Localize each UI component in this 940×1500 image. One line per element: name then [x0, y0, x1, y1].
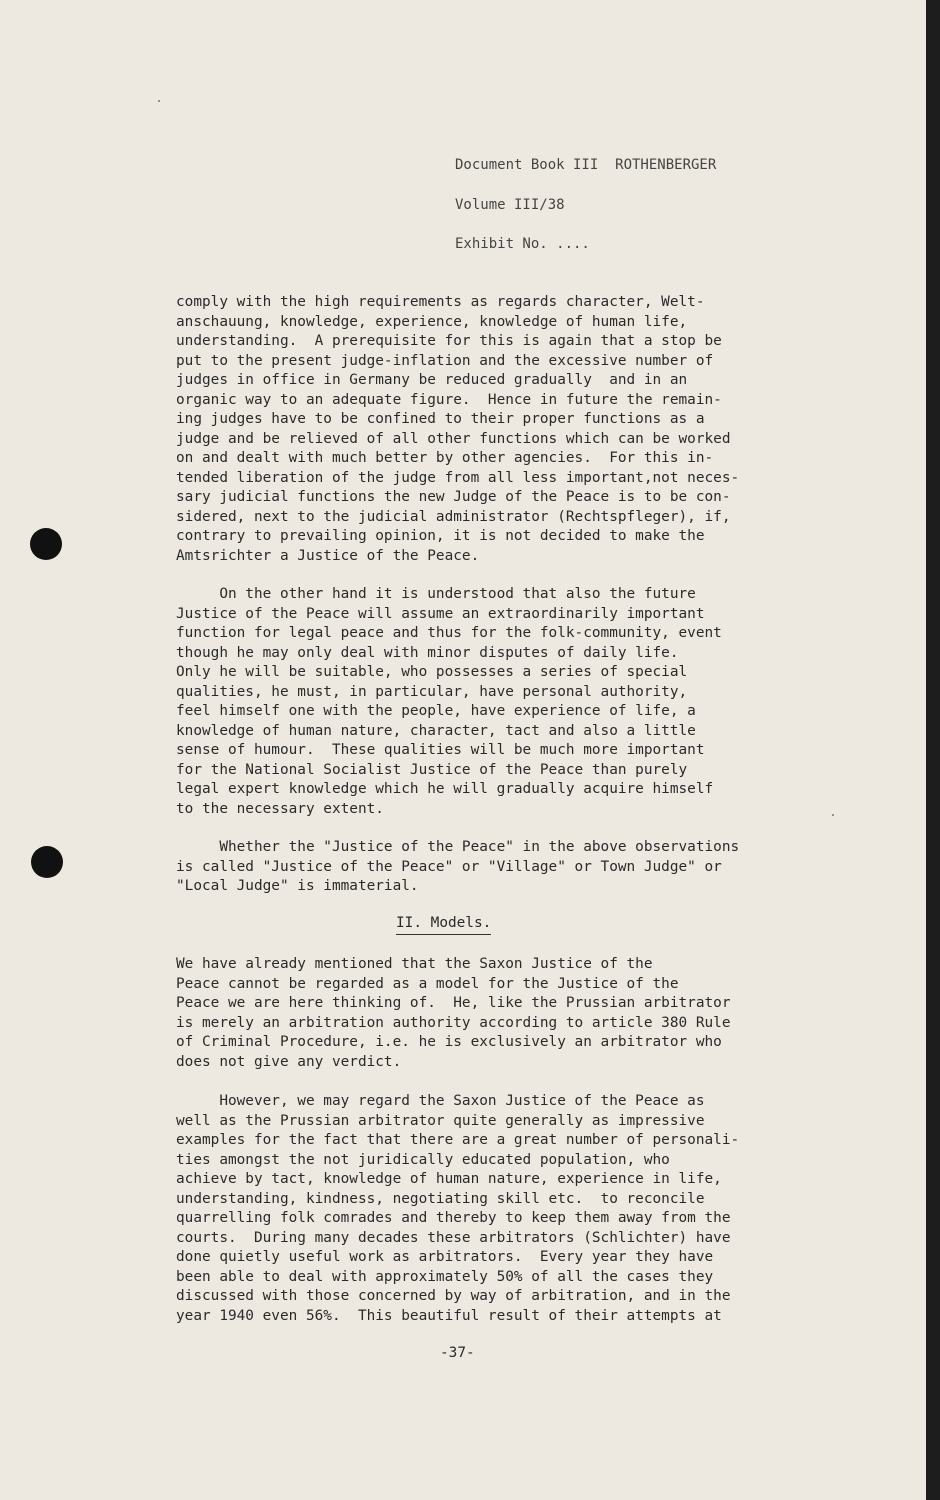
text-line: to the necessary extent. [176, 800, 384, 817]
text-line: achieve by tact, knowledge of human nature, experience in life, [176, 1171, 722, 1187]
text-line: tended liberation of the judge from all less important,not neces- [176, 469, 740, 486]
text-line: judge and be relieved of all other functions which can be worked [176, 430, 731, 447]
text-line: put to the present judge-inflation and the excessive number of [176, 352, 714, 369]
section-heading: II. Models. [396, 915, 491, 935]
text-line: function for legal peace and thus for the folk-community, event [176, 625, 722, 641]
text-line: understanding. A prerequisite for this is again that a stop be [176, 333, 722, 349]
text-line: Only he will be suitable, who possesses a series of special [176, 664, 688, 680]
paragraph-1 [176, 293, 816, 566]
text-line: examples for the fact that there are a great number of personali- [176, 1132, 740, 1148]
text-line: courts. During many decades these arbitrators (Schlichter) have [176, 1229, 731, 1246]
text-line: does not give any verdict. [176, 1053, 402, 1070]
text-line: is called "Justice of the Peace" or "Village" or Town Judge" or [176, 858, 722, 875]
text-line: of Criminal Procedure, i.e. he is exclusively an arbitrator who [176, 1034, 722, 1050]
exhibit-label: Exhibit No. .... [455, 236, 590, 252]
text-line: sary judicial functions the new Judge of the Peace is to be con- [176, 489, 731, 505]
document-book-label: Document Book III ROTHENBERGER [455, 157, 717, 173]
paragraph-4 [176, 955, 816, 1072]
text-line: organic way to an adequate figure. Hence in future the remain- [176, 391, 722, 408]
text-line: anschauung, knowledge, experience, knowledge of human life, [176, 313, 688, 330]
scan-speck [832, 814, 834, 816]
text-line: ties amongst the not juridically educated population, who [176, 1151, 670, 1168]
text-line: sense of humour. These qualities will be much more important [176, 742, 705, 758]
text-line: understanding, kindness, negotiating skill etc. to reconcile [176, 1190, 705, 1207]
punch-hole-top [30, 528, 62, 560]
text-line: Amtsrichter a Justice of the Peace. [176, 547, 480, 564]
text-line: year 1940 even 56%. This beautiful result of their attempts at [176, 1307, 722, 1324]
text-line: on and dealt with much better by other agencies. For this in- [176, 450, 714, 466]
text-line: qualities, he must, in particular, have personal authority, [176, 683, 688, 700]
paragraph-5 [176, 1092, 816, 1326]
text-line: judges in office in Germany be reduced gradually and in an [176, 372, 688, 388]
text-line: though he may only deal with minor disputes of daily life. [176, 644, 679, 661]
text-line: contrary to prevailing opinion, it is not decided to make the [176, 528, 705, 544]
page-number: -37- [440, 1345, 475, 1361]
scan-edge [926, 0, 940, 1500]
text-line: discussed with those concerned by way of arbitration, and in the [176, 1288, 731, 1304]
paragraph-2 [176, 585, 816, 819]
text-line: comply with the high requirements as regards character, Welt- [176, 294, 705, 310]
text-line: Justice of the Peace will assume an extraordinarily important [176, 605, 705, 622]
text-line: sidered, next to the judicial administrator (Rechtspfleger), if, [176, 508, 731, 525]
text-line: well as the Prussian arbitrator quite generally as impressive [176, 1112, 705, 1129]
text-line: for the National Socialist Justice of the Peace than purely [176, 761, 688, 778]
paragraph-3 [176, 838, 816, 897]
text-line: knowledge of human nature, character, tact and also a little [176, 722, 696, 739]
text-line: Whether the "Justice of the Peace" in the above observations [176, 839, 740, 855]
punch-hole-bottom [31, 846, 63, 878]
text-line: "Local Judge" is immaterial. [176, 878, 419, 894]
text-line: However, we may regard the Saxon Justice of the Peace as [176, 1093, 705, 1109]
text-line: On the other hand it is understood that also the future [176, 586, 696, 602]
text-line: legal expert knowledge which he will gradually acquire himself [176, 781, 714, 797]
text-line: is merely an arbitration authority according to article 380 Rule [176, 1014, 731, 1031]
volume-label: Volume III/38 [455, 197, 565, 213]
text-line: done quietly useful work as arbitrators. Every year they have [176, 1249, 714, 1265]
text-line: ing judges have to be confined to their proper functions as a [176, 411, 705, 427]
text-line: been able to deal with approximately 50% of all the cases they [176, 1268, 714, 1285]
text-line: feel himself one with the people, have experience of life, a [176, 703, 696, 719]
text-line: Peace we are here thinking of. He, like the Prussian arbitrator [176, 995, 731, 1011]
text-line: Peace cannot be regarded as a model for the Justice of the [176, 975, 679, 992]
text-line: We have already mentioned that the Saxon Justice of the [176, 956, 653, 972]
text-line: quarrelling folk comrades and thereby to keep them away from the [176, 1210, 731, 1226]
scan-speck [158, 100, 160, 102]
